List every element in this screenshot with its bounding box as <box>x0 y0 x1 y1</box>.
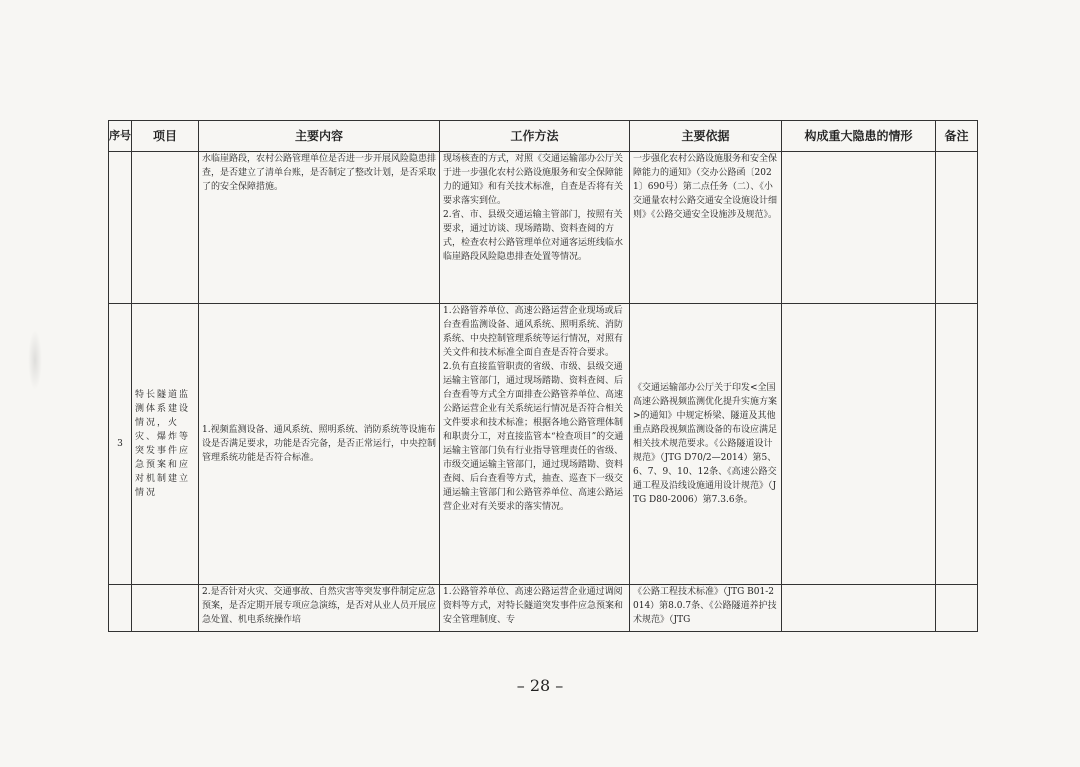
table-row <box>109 152 978 304</box>
row-content <box>199 585 440 632</box>
row-seq: 3 <box>109 304 132 585</box>
row-content-text: 1.视频监测设备、通风系统、照明系统、消防系统等设施布设是否满足要求，功能是否完备，是否正常运行，中央控制管理系统功能是否符合标准。 <box>202 425 437 463</box>
row-basis-text: 《公路工程技术标准》（JTG B01-2014）第8.0.7条、《公路隧道养护技术规范》（JTG <box>633 587 777 625</box>
row-basis <box>630 304 782 585</box>
header-hazard: 构成重大隐患的情形 <box>782 121 936 152</box>
row-basis-text: 一步强化农村公路设施服务和安全保障能力的通知》（交办公路函〔2021〕690号）第二点任务（二）、《小交通量农村公路交通安全设施设计细则》《公路交通安全设施涉及规范》。 <box>633 154 778 220</box>
header-basis: 主要依据 <box>630 121 782 152</box>
row-note <box>936 304 978 585</box>
page-number: – 28 – <box>516 676 564 695</box>
row-method-text: 1.公路管养单位、高速公路运营企业通过调阅资料等方式，对特长隧道突发事件应急预案和安全管理制度、专 <box>443 587 624 625</box>
row-hazard <box>782 152 936 304</box>
row-content <box>199 304 440 585</box>
row-hazard <box>782 304 936 585</box>
row-content-text: 水临崖路段，农村公路管理单位是否进一步开展风险隐患排查，是否建立了清单台账，是否制定了整改计划，是否采取了的安全保障措施。 <box>202 154 437 192</box>
row-item <box>132 304 199 585</box>
row-basis <box>630 152 782 304</box>
row-note <box>936 152 978 304</box>
row-method <box>440 304 630 585</box>
scan-smudge <box>28 330 42 390</box>
header-note: 备注 <box>936 121 978 152</box>
row-seq <box>109 152 132 304</box>
inspection-table <box>108 120 978 632</box>
header-row <box>109 121 978 152</box>
header-seq: 序号 <box>109 121 132 152</box>
row-content <box>199 152 440 304</box>
row-method-text: 现场核查的方式，对照《交通运输部办公厅关于进一步强化农村公路设施服务和安全保障能力的通知》和有关技术标准，自查是否将有关要求落实到位。 2.省、市、县级交通运输主管部门，按照有关要求，通过访谈、现场踏勘、资料查阅的方式，检查农村公路管理单位对通客运班线临水临崖路段风险隐患排查处置等情况。 <box>443 154 624 262</box>
row-basis-text: 《交通运输部办公厅关于印发<全国高速公路视频监测优化提升实施方案>的通知》中规定桥梁、隧道及其他重点路段视频监测设备的布设应满足相关技术规范要求。《公路隧道设计规范》（JTG D70/2—2014）第5、6、7、9、10、12条、《高速公路交通工程及沿线设施通用设计规范》（JTG D80-2006）第7.3.6条。 <box>633 383 778 505</box>
header-item: 项目 <box>132 121 199 152</box>
table-row <box>109 585 978 632</box>
row-note <box>936 585 978 632</box>
row-method-text: 1.公路管养单位、高速公路运营企业现场或后台查看监测设备、通风系统、照明系统、消防系统、中央控制管理系统等运行情况，对照有关文件和技术标准全面自查是否符合要求。 2.负有直接监管职责的省级、市级、县级交通运输主管部门，通过现场踏勘、资料查阅、后台查看等方式全方面排查公路管养单位、高速公路运营企业有关系统运行情况是否符合相关文件要求和技术标准；根据各地公路管理体制和职责分工，对直接监管本“检查项目”的交通运输主管部门负有行业指导管理责任的省级、市级交通运输主管部门，通过现场踏勘、资料查阅、后台查看等方式，抽查、巡查下一级交通运输主管部门和公路管养单位、高速公路运营企业对有关要求的落实情况。 <box>443 306 624 512</box>
header-content: 主要内容 <box>199 121 440 152</box>
row-method <box>440 152 630 304</box>
row-hazard <box>782 585 936 632</box>
row-seq <box>109 585 132 632</box>
row-content-text: 2.是否针对火灾、交通事故、自然灾害等突发事件制定应急预案，是否定期开展专项应急演练，是否对从业人员开展应急处置、机电系统操作培 <box>202 587 437 625</box>
header-method: 工作方法 <box>440 121 630 152</box>
row-item <box>132 152 199 304</box>
table-row <box>109 304 978 585</box>
row-basis <box>630 585 782 632</box>
row-item-text: 特长隧道监测体系建设情况，火灾、爆炸等突发事件应急预案和应对机制建立情况 <box>135 390 191 498</box>
row-method <box>440 585 630 632</box>
row-item <box>132 585 199 632</box>
